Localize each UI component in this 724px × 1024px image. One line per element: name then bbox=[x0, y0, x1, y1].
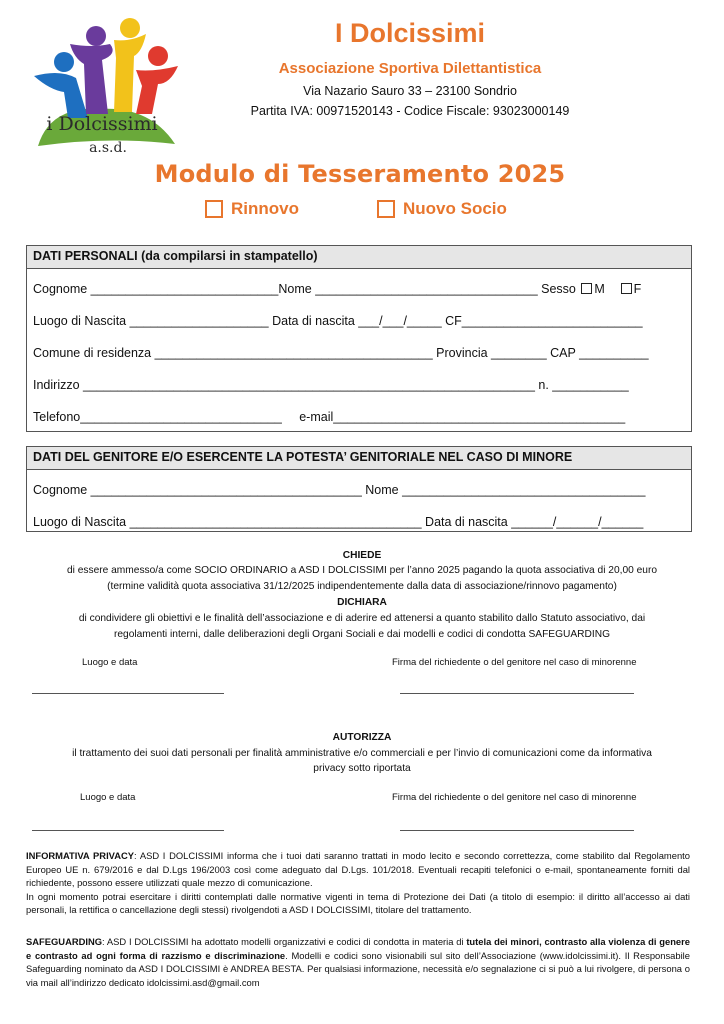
autorizza-title: AUTORIZZA bbox=[332, 732, 392, 743]
org-tax-ids: Partita IVA: 00971520143 - Codice Fiscale: 93023000149 bbox=[250, 104, 570, 118]
renew-option[interactable] bbox=[205, 199, 299, 219]
logo-wordmark: i Dolcissimi bbox=[46, 113, 158, 135]
parent-data-section bbox=[26, 446, 692, 532]
safeguarding-notice bbox=[26, 935, 690, 989]
personal-row-birth[interactable]: Luogo di Nascita ____________________ Data di nascita ___/___/_____ CF__________________________ bbox=[33, 314, 643, 328]
club-logo bbox=[30, 14, 180, 160]
parent-data-heading: DATI DEL GENITORE E/O ESERCENTE LA POTESTA’ GENITORIALE NEL CASO DI MINORE bbox=[27, 447, 691, 470]
dichiara-text-2: regolamenti interni, dalle deliberazioni degli Organi Sociali e dai modelli e codici di condotta SAFEGUARDING bbox=[113, 629, 611, 640]
place-date-line-1[interactable] bbox=[32, 693, 224, 694]
sex-f-label: F bbox=[633, 282, 642, 296]
personal-row-address[interactable]: Indirizzo _________________________________________________________________ n. ___________ bbox=[33, 378, 629, 392]
place-date-line-2[interactable] bbox=[32, 830, 224, 831]
privacy-label: INFORMATIVA PRIVACY bbox=[26, 850, 135, 861]
chiede-title: CHIEDE bbox=[342, 550, 382, 561]
personal-row-contacts[interactable]: Telefono_____________________________ e-mail__________________________________________ bbox=[33, 410, 626, 424]
safeguarding-label: SAFEGUARDING bbox=[26, 936, 103, 947]
safeguarding-text-bold: tutela dei minori, contrasto alla violenza di genere e contrasto ad ogni forma di razzismo e discriminazione bbox=[26, 936, 690, 961]
sex-m-label: M bbox=[594, 282, 605, 296]
form-title: Modulo di Tesseramento 2025 bbox=[154, 160, 566, 188]
signature-label-1: Firma del richiedente o del genitore nel caso di minorenne bbox=[392, 657, 637, 668]
sex-m-checkbox[interactable] bbox=[581, 283, 592, 294]
personal-data-section bbox=[26, 245, 692, 432]
autorizza-text-1: il trattamento dei suoi dati personali per finalità amministrative e/o commerciali e per l’invio di comunicazioni come da informativa bbox=[72, 748, 652, 759]
new-member-option[interactable] bbox=[377, 199, 507, 219]
chiede-text-1: di essere ammesso/a come SOCIO ORDINARIO a ASD I DOLCISSIMI per l’anno 2025 pagando la quota associativa di 20,00 euro bbox=[66, 565, 658, 576]
chiede-text-2: (termine validità quota associativa 31/12/2025 indipendentemente dalla data di associazione/rinnovo pagamento) bbox=[107, 581, 617, 592]
privacy-text-2: In ogni momento potrai esercitare i diritti contemplati dalle normative vigenti in tema di Protezione dei Dati (a titolo di esempio: il diritto all’accesso ai dati personali, la rettifica o cancellazione degli stessi) rivolgendoti a ASD I DOLCISSIMI, titolare del trattamento. bbox=[26, 890, 690, 915]
org-address: Via Nazario Sauro 33 – 23100 Sondrio bbox=[303, 84, 517, 98]
signature-line-1[interactable] bbox=[400, 693, 634, 694]
place-date-label-1: Luogo e data bbox=[82, 657, 138, 668]
renew-label: Rinnovo bbox=[231, 199, 299, 218]
new-member-label: Nuovo Socio bbox=[403, 199, 507, 218]
safeguarding-text-b: . Modelli e codici sono visionabili sul sito dell’Associazione (www.idolcissimi.it). Il Responsabile Safeguarding nominato da ASD I DOLCISSIMI è ANDREA BESTA. Per qualsiasi informazione, necessità e/o segnalazione ci si può a lui rivolgere, di persona o via mail all’indirizzo dedicato idolcissimi.asd@gmail.com bbox=[26, 949, 690, 988]
new-member-checkbox[interactable] bbox=[377, 200, 395, 218]
place-date-label-2: Luogo e data bbox=[80, 792, 136, 803]
personal-row-name[interactable] bbox=[33, 282, 641, 296]
org-name: I Dolcissimi bbox=[334, 18, 486, 48]
personal-row-residence[interactable]: Comune di residenza ________________________________________ Provincia ________ CAP __________ bbox=[33, 346, 649, 360]
logo-asd: a.s.d. bbox=[89, 140, 127, 156]
safeguarding-text-a: : ASD I DOLCISSIMI ha adottato modelli organizzativi e codici di condotta in materia di bbox=[102, 936, 467, 947]
signature-line-2[interactable] bbox=[400, 830, 634, 831]
privacy-notice bbox=[26, 849, 690, 917]
org-subtitle: Associazione Sportiva Dilettantistica bbox=[278, 60, 542, 77]
dichiara-title: DICHIARA bbox=[337, 597, 387, 608]
renew-checkbox[interactable] bbox=[205, 200, 223, 218]
parent-row-birth[interactable]: Luogo di Nascita __________________________________________ Data di nascita ______/______/______ bbox=[33, 515, 644, 529]
privacy-text-1: : ASD I DOLCISSIMI informa che i tuoi dati saranno trattati in modo lecito e secondo correttezza, come stabilito dal Regolamento Europeo UE n. 679/2016 e dal D.Lgs 196/2003 così come adeguato dal D.Lgs. 101/2018. Eventuali recapiti telefonici o e-mail, spontaneamente forniti dal richiedente, possono essere utilizzati quale mezzo di comunicazione. bbox=[26, 850, 690, 888]
signature-label-2: Firma del richiedente o del genitore nel caso di minorenne bbox=[392, 792, 637, 803]
personal-name-fields: Cognome ___________________________Nome ________________________________ Sesso bbox=[33, 282, 580, 296]
autorizza-text-2: privacy sotto riportata bbox=[313, 763, 411, 774]
personal-data-heading: DATI PERSONALI (da compilarsi in stampatello) bbox=[27, 246, 691, 269]
sex-f-checkbox[interactable] bbox=[621, 283, 632, 294]
dichiara-text-1: di condividere gli obiettivi e le finalità dell’associazione e di aderire ed attenersi a quanto stabilito dallo Statuto associativo, dai bbox=[78, 613, 646, 624]
parent-row-name[interactable]: Cognome _______________________________________ Nome ___________________________________ bbox=[33, 483, 646, 497]
